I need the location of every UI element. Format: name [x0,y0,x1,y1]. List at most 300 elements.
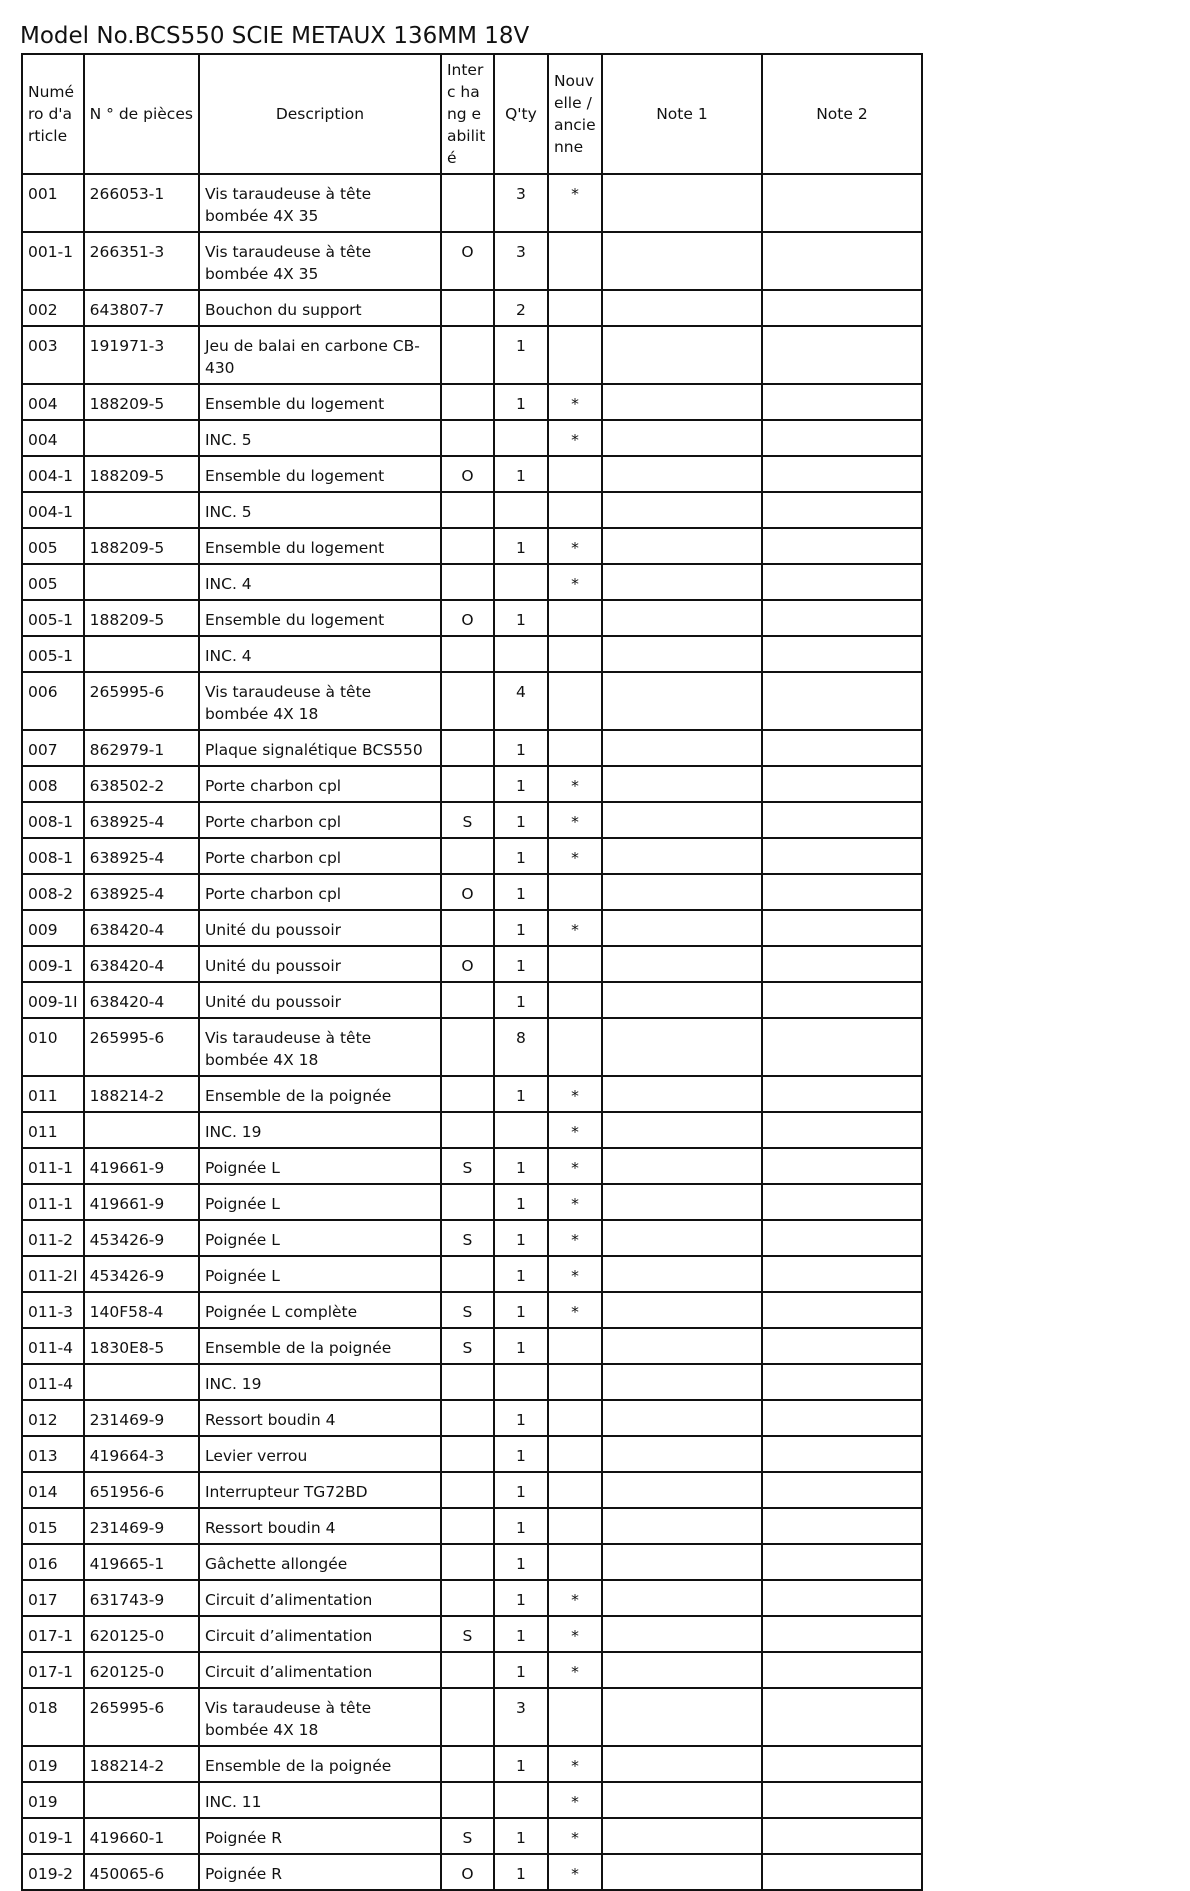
table-row [22,1688,922,1746]
new-old-cell [548,1018,602,1076]
table-header-row [22,54,922,174]
note-2-cell [762,326,922,384]
part-number-cell: 643807-7 [84,290,199,326]
description-cell: Levier verrou [199,1436,441,1472]
quantity-cell: 1 [494,910,548,946]
note-1-cell [602,1292,762,1328]
description-cell: Poignée L [199,1184,441,1220]
note-1-cell [602,1112,762,1148]
interchangeability-cell [441,672,494,730]
table-row [22,1364,922,1400]
part-number-cell [84,1364,199,1400]
note-1-cell [602,672,762,730]
interchangeability-cell: O [441,600,494,636]
note-1-cell [602,384,762,420]
table-row [22,636,922,672]
part-number-cell: 188214-2 [84,1746,199,1782]
description-cell: Poignée L [199,1148,441,1184]
table-row [22,1508,922,1544]
description-cell: Ensemble de la poignée [199,1328,441,1364]
interchangeability-cell [441,1580,494,1616]
quantity-cell: 1 [494,1472,548,1508]
note-2-cell [762,874,922,910]
interchangeability-cell [441,838,494,874]
part-number-cell: 188209-5 [84,600,199,636]
note-2-cell [762,564,922,600]
part-number-cell: 140F58-4 [84,1292,199,1328]
note-1-cell [602,290,762,326]
description-cell: Plaque signalétique BCS550 [199,730,441,766]
note-1-cell [602,1616,762,1652]
new-old-cell [548,636,602,672]
description-cell: Ensemble du logement [199,600,441,636]
table-row [22,910,922,946]
note-2-cell [762,1688,922,1746]
note-2-cell [762,1436,922,1472]
quantity-cell [494,420,548,456]
part-number-cell: 638420-4 [84,910,199,946]
part-number-cell: 620125-0 [84,1616,199,1652]
description-cell: Ensemble du logement [199,456,441,492]
quantity-cell: 1 [494,1148,548,1184]
description-cell: Vis taraudeuse à tête bombée 4X 18 [199,672,441,730]
item-number-cell: 014 [22,1472,84,1508]
description-cell: Porte charbon cpl [199,874,441,910]
column-header-note-1: Note 1 [602,54,762,174]
new-old-cell [548,1436,602,1472]
item-number-cell: 006 [22,672,84,730]
note-1-cell [602,1818,762,1854]
quantity-cell [494,1782,548,1818]
item-number-cell: 011-2 [22,1220,84,1256]
note-1-cell [602,874,762,910]
table-row [22,492,922,528]
item-number-cell: 011-1 [22,1148,84,1184]
interchangeability-cell [441,492,494,528]
description-cell: Interrupteur TG72BD [199,1472,441,1508]
part-number-cell: 419660-1 [84,1818,199,1854]
description-cell: INC. 19 [199,1364,441,1400]
part-number-cell: 631743-9 [84,1580,199,1616]
item-number-cell: 019-1 [22,1818,84,1854]
interchangeability-cell: O [441,946,494,982]
table-row [22,232,922,290]
new-old-cell: * [548,174,602,232]
item-number-cell: 011 [22,1076,84,1112]
description-cell: INC. 5 [199,492,441,528]
new-old-cell [548,874,602,910]
note-2-cell [762,1782,922,1818]
description-cell: Ressort boudin 4 [199,1508,441,1544]
note-1-cell [602,174,762,232]
note-1-cell [602,564,762,600]
new-old-cell [548,672,602,730]
interchangeability-cell [441,1746,494,1782]
new-old-cell [548,946,602,982]
item-number-cell: 008 [22,766,84,802]
description-cell: INC. 4 [199,636,441,672]
note-2-cell [762,1112,922,1148]
note-1-cell [602,1256,762,1292]
part-number-cell: 638925-4 [84,838,199,874]
note-1-cell [602,766,762,802]
item-number-cell: 017-1 [22,1652,84,1688]
item-number-cell: 005 [22,528,84,564]
item-number-cell: 009-1 [22,946,84,982]
part-number-cell: 231469-9 [84,1400,199,1436]
quantity-cell [494,564,548,600]
quantity-cell: 1 [494,946,548,982]
quantity-cell: 3 [494,174,548,232]
item-number-cell: 005-1 [22,600,84,636]
item-number-cell: 001 [22,174,84,232]
item-number-cell: 005 [22,564,84,600]
description-cell: Jeu de balai en carbone CB-430 [199,326,441,384]
table-row [22,802,922,838]
quantity-cell [494,492,548,528]
description-cell: INC. 5 [199,420,441,456]
table-row [22,1616,922,1652]
description-cell: Unité du poussoir [199,910,441,946]
interchangeability-cell: S [441,1818,494,1854]
quantity-cell: 1 [494,766,548,802]
part-number-cell: 191971-3 [84,326,199,384]
interchangeability-cell [441,384,494,420]
quantity-cell: 1 [494,1818,548,1854]
part-number-cell: 188209-5 [84,384,199,420]
part-number-cell: 1830E8-5 [84,1328,199,1364]
interchangeability-cell: S [441,1616,494,1652]
note-2-cell [762,600,922,636]
interchangeability-cell: O [441,456,494,492]
item-number-cell: 011-4 [22,1328,84,1364]
part-number-cell: 651956-6 [84,1472,199,1508]
interchangeability-cell: O [441,874,494,910]
part-number-cell: 419665-1 [84,1544,199,1580]
item-number-cell: 009 [22,910,84,946]
part-number-cell: 450065-6 [84,1854,199,1890]
quantity-cell: 1 [494,1328,548,1364]
description-cell: INC. 11 [199,1782,441,1818]
table-row [22,672,922,730]
new-old-cell [548,1508,602,1544]
description-cell: Gâchette allongée [199,1544,441,1580]
quantity-cell: 1 [494,1746,548,1782]
part-number-cell [84,636,199,672]
table-row [22,1184,922,1220]
new-old-cell [548,1544,602,1580]
part-number-cell: 638925-4 [84,874,199,910]
new-old-cell [548,1328,602,1364]
part-number-cell [84,492,199,528]
interchangeability-cell [441,1018,494,1076]
interchangeability-cell [441,1544,494,1580]
part-number-cell: 638420-4 [84,946,199,982]
description-cell: Ensemble de la poignée [199,1746,441,1782]
part-number-cell: 188209-5 [84,528,199,564]
new-old-cell: * [548,802,602,838]
table-row [22,1746,922,1782]
note-2-cell [762,1580,922,1616]
table-row [22,1328,922,1364]
column-header-new-old: Nouv elle / ancie nne [548,54,602,174]
note-1-cell [602,802,762,838]
interchangeability-cell: S [441,802,494,838]
new-old-cell: * [548,1292,602,1328]
quantity-cell: 1 [494,1616,548,1652]
table-row [22,1076,922,1112]
item-number-cell: 007 [22,730,84,766]
description-cell: Vis taraudeuse à tête bombée 4X 18 [199,1688,441,1746]
note-2-cell [762,1328,922,1364]
quantity-cell: 1 [494,730,548,766]
interchangeability-cell [441,1688,494,1746]
table-row [22,1220,922,1256]
description-cell: Circuit d’alimentation [199,1580,441,1616]
table-row [22,1472,922,1508]
interchangeability-cell [441,1076,494,1112]
part-number-cell: 265995-6 [84,672,199,730]
quantity-cell: 1 [494,1580,548,1616]
description-cell: Poignée L [199,1256,441,1292]
interchangeability-cell: S [441,1148,494,1184]
quantity-cell [494,1364,548,1400]
note-1-cell [602,1508,762,1544]
note-2-cell [762,910,922,946]
interchangeability-cell: S [441,1328,494,1364]
column-header-note-2: Note 2 [762,54,922,174]
item-number-cell: 008-2 [22,874,84,910]
new-old-cell: * [548,766,602,802]
item-number-cell: 011 [22,1112,84,1148]
note-2-cell [762,982,922,1018]
table-row [22,1400,922,1436]
note-2-cell [762,1854,922,1890]
item-number-cell: 019 [22,1782,84,1818]
note-1-cell [602,1746,762,1782]
new-old-cell [548,1400,602,1436]
new-old-cell [548,982,602,1018]
note-2-cell [762,1148,922,1184]
table-row [22,1018,922,1076]
quantity-cell: 1 [494,456,548,492]
new-old-cell [548,1688,602,1746]
interchangeability-cell [441,730,494,766]
note-1-cell [602,838,762,874]
table-row [22,564,922,600]
new-old-cell: * [548,1782,602,1818]
table-row [22,600,922,636]
note-1-cell [602,456,762,492]
new-old-cell: * [548,910,602,946]
table-row [22,528,922,564]
item-number-cell: 009-1I [22,982,84,1018]
note-2-cell [762,290,922,326]
description-cell: Ressort boudin 4 [199,1400,441,1436]
column-header-part-number: N ° de pièces [84,54,199,174]
note-1-cell [602,982,762,1018]
quantity-cell: 1 [494,326,548,384]
note-2-cell [762,174,922,232]
interchangeability-cell [441,420,494,456]
note-2-cell [762,802,922,838]
table-row [22,1782,922,1818]
interchangeability-cell [441,1472,494,1508]
note-1-cell [602,1400,762,1436]
quantity-cell: 1 [494,1652,548,1688]
quantity-cell [494,636,548,672]
item-number-cell: 004 [22,384,84,420]
note-2-cell [762,766,922,802]
note-2-cell [762,1076,922,1112]
item-number-cell: 010 [22,1018,84,1076]
quantity-cell: 1 [494,1854,548,1890]
new-old-cell [548,600,602,636]
new-old-cell: * [548,564,602,600]
item-number-cell: 017-1 [22,1616,84,1652]
description-cell: Porte charbon cpl [199,766,441,802]
item-number-cell: 019 [22,1746,84,1782]
table-row [22,420,922,456]
new-old-cell: * [548,1652,602,1688]
item-number-cell: 005-1 [22,636,84,672]
note-1-cell [602,1220,762,1256]
description-cell: Circuit d’alimentation [199,1616,441,1652]
interchangeability-cell [441,766,494,802]
description-cell: Unité du poussoir [199,946,441,982]
note-2-cell [762,384,922,420]
part-number-cell [84,564,199,600]
note-2-cell [762,1508,922,1544]
note-2-cell [762,232,922,290]
item-number-cell: 016 [22,1544,84,1580]
table-row [22,456,922,492]
part-number-cell: 620125-0 [84,1652,199,1688]
note-2-cell [762,492,922,528]
note-1-cell [602,1782,762,1818]
column-header-interchangeability: Interc hang eabilit é [441,54,494,174]
new-old-cell [548,456,602,492]
note-2-cell [762,1018,922,1076]
table-row [22,1112,922,1148]
quantity-cell: 1 [494,1256,548,1292]
parts-table [21,53,923,1891]
item-number-cell: 004-1 [22,492,84,528]
part-number-cell: 453426-9 [84,1256,199,1292]
quantity-cell: 1 [494,1436,548,1472]
new-old-cell [548,730,602,766]
quantity-cell: 1 [494,874,548,910]
table-row [22,982,922,1018]
note-2-cell [762,1400,922,1436]
note-1-cell [602,1364,762,1400]
item-number-cell: 011-1 [22,1184,84,1220]
quantity-cell: 1 [494,1076,548,1112]
description-cell: Vis taraudeuse à tête bombée 4X 18 [199,1018,441,1076]
description-cell: Vis taraudeuse à tête bombée 4X 35 [199,174,441,232]
note-2-cell [762,1616,922,1652]
part-number-cell: 188209-5 [84,456,199,492]
note-2-cell [762,1472,922,1508]
description-cell: INC. 19 [199,1112,441,1148]
new-old-cell: * [548,1616,602,1652]
note-2-cell [762,946,922,982]
new-old-cell: * [548,1148,602,1184]
part-number-cell: 266351-3 [84,232,199,290]
interchangeability-cell [441,1364,494,1400]
item-number-cell: 012 [22,1400,84,1436]
interchangeability-cell [441,1782,494,1818]
table-row [22,1854,922,1890]
item-number-cell: 004-1 [22,456,84,492]
interchangeability-cell [441,528,494,564]
table-row [22,946,922,982]
quantity-cell: 1 [494,1400,548,1436]
item-number-cell: 003 [22,326,84,384]
interchangeability-cell [441,174,494,232]
new-old-cell [548,232,602,290]
item-number-cell: 011-2I [22,1256,84,1292]
item-number-cell: 008-1 [22,802,84,838]
interchangeability-cell [441,1508,494,1544]
part-number-cell: 231469-9 [84,1508,199,1544]
column-header-description: Description [199,54,441,174]
new-old-cell: * [548,1580,602,1616]
new-old-cell: * [548,528,602,564]
new-old-cell: * [548,1854,602,1890]
note-2-cell [762,456,922,492]
part-number-cell: 419664-3 [84,1436,199,1472]
quantity-cell: 1 [494,600,548,636]
description-cell: Bouchon du support [199,290,441,326]
quantity-cell: 1 [494,1184,548,1220]
note-2-cell [762,636,922,672]
note-2-cell [762,1292,922,1328]
note-1-cell [602,1148,762,1184]
part-number-cell: 266053-1 [84,174,199,232]
item-number-cell: 013 [22,1436,84,1472]
new-old-cell [548,326,602,384]
note-2-cell [762,1256,922,1292]
quantity-cell [494,1112,548,1148]
new-old-cell: * [548,1818,602,1854]
item-number-cell: 001-1 [22,232,84,290]
table-row [22,384,922,420]
part-number-cell: 453426-9 [84,1220,199,1256]
part-number-cell [84,1782,199,1818]
note-1-cell [602,1436,762,1472]
description-cell: Poignée R [199,1818,441,1854]
interchangeability-cell [441,1112,494,1148]
interchangeability-cell: S [441,1220,494,1256]
item-number-cell: 017 [22,1580,84,1616]
note-2-cell [762,730,922,766]
note-1-cell [602,1184,762,1220]
note-1-cell [602,1854,762,1890]
new-old-cell: * [548,1112,602,1148]
note-2-cell [762,420,922,456]
interchangeability-cell [441,564,494,600]
interchangeability-cell [441,982,494,1018]
part-number-cell: 862979-1 [84,730,199,766]
interchangeability-cell [441,1436,494,1472]
quantity-cell: 1 [494,982,548,1018]
note-1-cell [602,1472,762,1508]
quantity-cell: 1 [494,1508,548,1544]
description-cell: Poignée L [199,1220,441,1256]
table-row [22,1148,922,1184]
column-header-item-number: Numé ro d'a rticle [22,54,84,174]
